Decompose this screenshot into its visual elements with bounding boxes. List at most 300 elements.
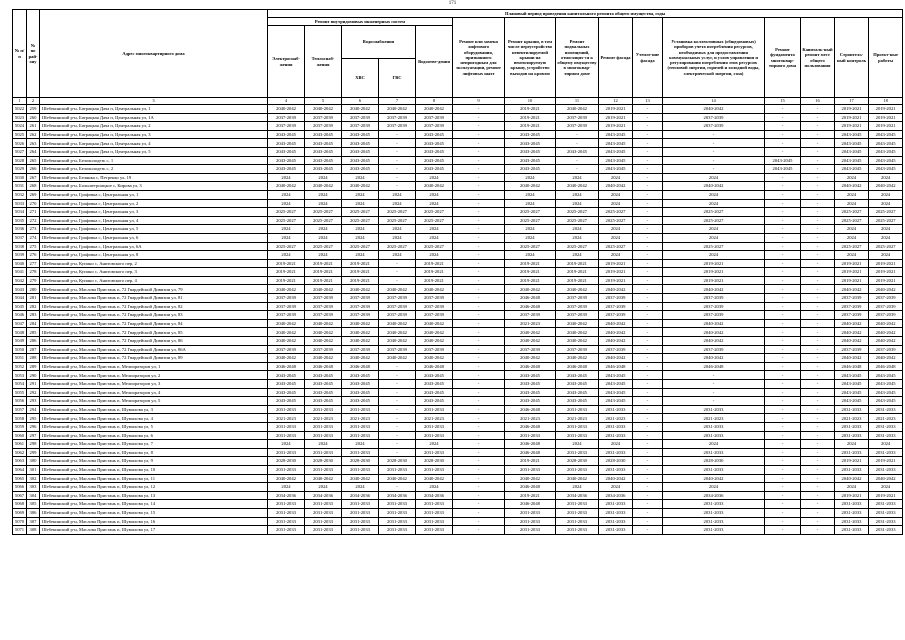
address-cell: Шебекинский р-н, Маслова Пристань п, Шумилова ул, 7 (40, 440, 268, 449)
table-cell: 2037-2039 (663, 122, 765, 131)
table-cell: 2024 (599, 233, 633, 242)
header-project: Проект-ные работы (869, 18, 903, 98)
table-cell: 2031-2033 (663, 465, 765, 474)
column-number: 1 (13, 98, 27, 105)
table-cell: 2019-2021 (505, 122, 556, 131)
table-cell: 2037-2039 (305, 122, 342, 131)
table-cell: - (633, 276, 663, 285)
table-cell: 2024 (416, 225, 453, 234)
table-cell: 2024 (599, 199, 633, 208)
table-cell: 2031-2033 (342, 422, 379, 431)
table-cell: 283 (27, 311, 40, 320)
table-cell: 2046-2048 (305, 362, 342, 371)
table-cell: - (453, 405, 505, 414)
table-cell: 5026 (13, 139, 27, 148)
table-cell: 2043-2045 (869, 130, 903, 139)
table-cell: 2031-2033 (268, 431, 305, 440)
table-cell: 2043-2045 (416, 139, 453, 148)
table-cell: - (801, 225, 835, 234)
table-cell: - (765, 465, 801, 474)
table-row (13, 345, 903, 354)
table-cell: 2031-2033 (305, 405, 342, 414)
table-cell: 2031-2033 (556, 465, 599, 474)
table-cell: 2031-2033 (305, 431, 342, 440)
table-cell: 2024 (416, 173, 453, 182)
table-cell: 2031-2033 (869, 500, 903, 509)
table-cell: - (633, 422, 663, 431)
table-cell: - (663, 380, 765, 389)
table-cell: 2040-2042 (556, 105, 599, 114)
table-cell: 2031-2033 (556, 405, 599, 414)
table-cell: 2028-2030 (599, 457, 633, 466)
table-cell: 2031-2033 (663, 405, 765, 414)
page-number: 171 (448, 1, 457, 6)
table-cell: 5043 (13, 285, 27, 294)
table-cell: 2025-2027 (505, 216, 556, 225)
table-cell: - (633, 500, 663, 509)
table-cell: 264 (27, 147, 40, 156)
table-cell: 5045 (13, 302, 27, 311)
address-cell: Шебекинский р-н, Маслова Пристань п, 72 Гвардейской Дивизии ул, 86А (40, 345, 268, 354)
table-cell: - (801, 414, 835, 423)
table-cell: 2019-2021 (835, 276, 869, 285)
table-cell: 2043-2045 (342, 388, 379, 397)
table-cell: 2040-2042 (342, 474, 379, 483)
table-cell: 2037-2039 (835, 345, 869, 354)
table-cell: - (633, 414, 663, 423)
table-cell: 2037-2039 (268, 113, 305, 122)
table-cell: - (765, 431, 801, 440)
column-number: 9 (453, 98, 505, 105)
table-cell: 2034-2036 (663, 491, 765, 500)
table-cell: - (765, 508, 801, 517)
table-cell: 2028-2030 (379, 457, 416, 466)
address-cell: Шебекинский р-н, Маслова Пристань п, Мелиораторов ул, 1 (40, 362, 268, 371)
table-cell: 2040-2042 (835, 474, 869, 483)
table-cell: - (556, 139, 599, 148)
table-cell: 2024 (416, 190, 453, 199)
table-cell: - (801, 500, 835, 509)
table-cell: 2040-2042 (663, 105, 765, 114)
table-cell: - (633, 526, 663, 535)
table-cell: 2019-2021 (599, 268, 633, 277)
table-cell: 2043-2045 (599, 130, 633, 139)
table-cell: 2043-2045 (416, 147, 453, 156)
table-row (13, 319, 903, 328)
table-cell: - (801, 448, 835, 457)
table-cell: 2037-2039 (416, 122, 453, 131)
table-row (13, 474, 903, 483)
table-cell: 2019-2021 (342, 276, 379, 285)
table-cell: 2031-2033 (416, 526, 453, 535)
header-num-district: № по рай-ону (27, 10, 40, 98)
table-cell: 2028-2030 (663, 457, 765, 466)
table-cell: 2046-2048 (505, 405, 556, 414)
table-cell: 2037-2039 (599, 302, 633, 311)
table-cell: 5024 (13, 122, 27, 131)
table-cell: 2019-2021 (869, 259, 903, 268)
header-basement: Ремонт подвальных помещений, относящих-ся к общему имуществу в многоквар-тирном доме (556, 18, 599, 98)
table-row (13, 431, 903, 440)
table-cell: 2040-2042 (416, 474, 453, 483)
table-cell: 278 (27, 268, 40, 277)
table-cell: - (379, 259, 416, 268)
table-cell: - (801, 405, 835, 414)
table-cell: 2043-2045 (268, 147, 305, 156)
table-cell: - (801, 328, 835, 337)
table-cell: 2031-2033 (869, 405, 903, 414)
table-cell: 2037-2039 (342, 302, 379, 311)
table-cell: - (453, 294, 505, 303)
table-cell: 2040-2042 (599, 182, 633, 191)
table-cell: 2037-2039 (416, 294, 453, 303)
table-cell: 2024 (663, 190, 765, 199)
table-cell: 2031-2033 (268, 465, 305, 474)
table-cell: 265 (27, 156, 40, 165)
table-cell: - (633, 139, 663, 148)
address-cell: Шебекинский р-н, Маслова Пристань п, Мелиораторов ул, 2 (40, 371, 268, 380)
table-cell: 2037-2039 (379, 294, 416, 303)
table-cell: 2031-2033 (305, 500, 342, 509)
table-cell: 2040-2042 (663, 337, 765, 346)
table-cell: - (453, 491, 505, 500)
table-cell: - (801, 345, 835, 354)
table-cell: 2019-2021 (663, 259, 765, 268)
table-cell: - (633, 328, 663, 337)
table-cell: - (453, 319, 505, 328)
table-row (13, 328, 903, 337)
table-cell: - (379, 130, 416, 139)
address-cell: Шебекинский р-н, Маслова Пристань п, Шумилова ул, 15 (40, 508, 268, 517)
table-cell: - (801, 105, 835, 114)
column-number: 4 (268, 98, 305, 105)
table-cell: 2037-2039 (599, 311, 633, 320)
table-cell: - (453, 380, 505, 389)
table-cell: 2031-2033 (416, 465, 453, 474)
table-cell: 2040-2042 (599, 328, 633, 337)
table-cell: 2037-2039 (268, 294, 305, 303)
table-cell: 2040-2042 (869, 285, 903, 294)
table-cell: - (453, 139, 505, 148)
table-cell: 297 (27, 431, 40, 440)
table-cell: - (379, 182, 416, 191)
table-cell: 2040-2042 (835, 285, 869, 294)
table-cell: 2025-2027 (305, 216, 342, 225)
table-cell: 2019-2021 (869, 122, 903, 131)
table-cell: 2031-2033 (835, 517, 869, 526)
table-cell: 2031-2033 (835, 508, 869, 517)
table-cell: 2024 (268, 199, 305, 208)
table-cell: 300 (27, 457, 40, 466)
table-cell: 2043-2045 (869, 147, 903, 156)
header-drain: Водоотве-дения (416, 26, 453, 98)
table-cell: - (765, 276, 801, 285)
table-cell: 2037-2039 (556, 113, 599, 122)
table-cell: 2021-2023 (416, 414, 453, 423)
table-cell: 2024 (268, 173, 305, 182)
table-cell: - (633, 440, 663, 449)
table-cell: 2040-2042 (342, 182, 379, 191)
table-cell: 2019-2021 (835, 259, 869, 268)
column-number: 13 (633, 98, 663, 105)
table-cell: 2019-2021 (599, 259, 633, 268)
table-cell: 2043-2045 (505, 380, 556, 389)
table-cell: - (453, 371, 505, 380)
table-cell: 2040-2042 (342, 337, 379, 346)
table-cell: - (453, 242, 505, 251)
table-row (13, 337, 903, 346)
table-cell: - (633, 242, 663, 251)
table-cell: 2031-2033 (305, 508, 342, 517)
table-cell: 2040-2042 (663, 285, 765, 294)
address-cell: Шебекинский р-н, Маслова Пристань п, Шумилова ул, 13 (40, 491, 268, 500)
table-cell: 2031-2033 (342, 526, 379, 535)
table-cell: 5063 (13, 457, 27, 466)
header-period: Плановый период проведения капитального ремонта общего имущества, годы (268, 10, 903, 18)
table-cell: 5036 (13, 225, 27, 234)
table-cell: 2043-2045 (268, 388, 305, 397)
address-cell: Шебекинский р-н, Маслова Пристань п, Шумилова ул, 10 (40, 465, 268, 474)
table-cell: - (801, 156, 835, 165)
table-cell: - (765, 405, 801, 414)
table-cell: 259 (27, 105, 40, 114)
table-cell: 2037-2039 (268, 302, 305, 311)
table-cell: 5028 (13, 156, 27, 165)
table-cell: 2040-2042 (663, 354, 765, 363)
table-cell: 2031-2033 (835, 405, 869, 414)
table-cell: 2043-2045 (505, 147, 556, 156)
table-cell: 2024 (379, 251, 416, 260)
table-cell: - (663, 165, 765, 174)
table-row (13, 139, 903, 148)
table-cell: 2046-2048 (416, 362, 453, 371)
table-cell: - (453, 285, 505, 294)
table-cell: - (801, 139, 835, 148)
table-cell: 2040-2042 (556, 328, 599, 337)
table-cell: 2031-2033 (305, 526, 342, 535)
table-cell: - (801, 242, 835, 251)
table-cell: 2031-2033 (305, 422, 342, 431)
table-cell: 2040-2042 (505, 182, 556, 191)
table-cell: 2043-2045 (416, 371, 453, 380)
table-cell: 2031-2033 (869, 508, 903, 517)
table-cell: 2043-2045 (342, 139, 379, 148)
table-row (13, 233, 903, 242)
table-cell: 2024 (379, 199, 416, 208)
table-cell: 2025-2027 (835, 242, 869, 251)
table-cell: - (453, 165, 505, 174)
table-cell: 5069 (13, 508, 27, 517)
table-cell: - (633, 474, 663, 483)
table-cell: 266 (27, 165, 40, 174)
table-cell: - (765, 199, 801, 208)
table-cell: 2031-2033 (342, 448, 379, 457)
address-cell: Шебекинский р-н, Батрацкая Дача п, Центральная ул, 3 (40, 130, 268, 139)
table-cell: - (765, 268, 801, 277)
table-cell: 2021-2023 (556, 414, 599, 423)
table-row (13, 405, 903, 414)
table-row (13, 491, 903, 500)
table-cell: 2025-2027 (379, 216, 416, 225)
table-cell: 2034-2036 (305, 491, 342, 500)
table-row (13, 113, 903, 122)
table-cell: 261 (27, 122, 40, 131)
table-cell: 2043-2045 (556, 147, 599, 156)
table-cell: 296 (27, 422, 40, 431)
table-cell: 2043-2045 (835, 147, 869, 156)
address-cell: Шебекинский р-н, Маслова Пристань п, Мелиораторов ул, 3 (40, 380, 268, 389)
table-cell: 2025-2027 (869, 208, 903, 217)
table-cell: - (633, 345, 663, 354)
table-cell: 2043-2045 (305, 397, 342, 406)
table-cell: 2034-2036 (416, 491, 453, 500)
table-cell: 2031-2033 (416, 405, 453, 414)
table-cell: 2046-2048 (505, 483, 556, 492)
table-cell: 2025-2027 (505, 208, 556, 217)
table-cell: 2019-2021 (416, 259, 453, 268)
table-cell: 2037-2039 (416, 302, 453, 311)
table-cell: 2024 (835, 225, 869, 234)
table-cell: 2037-2039 (869, 345, 903, 354)
table-cell: 2046-2048 (663, 362, 765, 371)
table-cell: 287 (27, 345, 40, 354)
table-cell: - (801, 388, 835, 397)
table-cell: 2024 (556, 440, 599, 449)
table-cell: 2040-2042 (505, 337, 556, 346)
table-cell: 2037-2039 (663, 294, 765, 303)
table-cell: 2028-2030 (556, 457, 599, 466)
table-row (13, 147, 903, 156)
header-facade: Ремонт фасада (599, 18, 633, 98)
table-cell: - (801, 362, 835, 371)
address-cell: Шебекинский р-н, Маслова Пристань п, 72 Гвардейской Дивизии ул, 79 (40, 285, 268, 294)
table-cell: 2025-2027 (379, 208, 416, 217)
table-cell: 2040-2042 (305, 319, 342, 328)
table-cell: 2024 (342, 483, 379, 492)
table-cell: - (801, 371, 835, 380)
table-cell: - (379, 362, 416, 371)
table-cell: - (633, 431, 663, 440)
table-cell: 2024 (342, 440, 379, 449)
table-cell: - (453, 465, 505, 474)
table-cell: 2031-2033 (835, 448, 869, 457)
table-cell: 5046 (13, 311, 27, 320)
table-cell: 290 (27, 371, 40, 380)
table-cell: 2024 (663, 225, 765, 234)
table-cell: 2025-2027 (505, 242, 556, 251)
table-cell: 2031-2033 (599, 465, 633, 474)
table-cell: 291 (27, 380, 40, 389)
table-cell: 2040-2042 (416, 285, 453, 294)
table-cell: - (633, 483, 663, 492)
table-cell: 2037-2039 (869, 302, 903, 311)
table-cell: 2040-2042 (505, 354, 556, 363)
table-cell: 2019-2021 (556, 259, 599, 268)
table-cell: 298 (27, 440, 40, 449)
table-cell: 2024 (869, 233, 903, 242)
table-cell: 2043-2045 (599, 156, 633, 165)
address-cell: Шебекинский р-н, Батрацкая Дача п, Центральная ул, 1 (40, 105, 268, 114)
table-cell: 5064 (13, 465, 27, 474)
table-cell: 2025-2027 (599, 242, 633, 251)
table-cell: 5061 (13, 440, 27, 449)
table-cell: 2037-2039 (305, 113, 342, 122)
table-cell: 5044 (13, 294, 27, 303)
table-cell: 2046-2048 (505, 294, 556, 303)
table-cell: - (765, 397, 801, 406)
header-heat: Теплоснаб-жения (305, 26, 342, 98)
table-row (13, 276, 903, 285)
table-cell: - (801, 268, 835, 277)
table-cell: 2025-2027 (342, 208, 379, 217)
table-cell: 2043-2045 (505, 165, 556, 174)
table-cell: 2028-2030 (416, 457, 453, 466)
table-cell: 5039 (13, 251, 27, 260)
table-cell: 5066 (13, 483, 27, 492)
table-cell: - (633, 251, 663, 260)
table-cell: 2040-2042 (342, 105, 379, 114)
table-cell: 2037-2039 (268, 122, 305, 131)
table-cell: 2025-2027 (268, 208, 305, 217)
table-cell: - (765, 208, 801, 217)
address-cell: Шебекинский р-н, Маслова Пристань п, Шумилова ул, 9 (40, 457, 268, 466)
table-cell: 2043-2045 (505, 139, 556, 148)
table-cell: 2043-2045 (835, 156, 869, 165)
address-cell: Шебекинский р-н, Купино с, Анитовского пер, 3 (40, 268, 268, 277)
table-cell: 2037-2039 (342, 345, 379, 354)
table-row (13, 371, 903, 380)
table-cell: 2037-2039 (305, 302, 342, 311)
table-cell: 2037-2039 (663, 311, 765, 320)
table-cell: - (379, 440, 416, 449)
address-cell: Шебекинский р-н, Маслова Пристань п, Шумилова ул, 5 (40, 422, 268, 431)
table-cell: 2025-2027 (599, 208, 633, 217)
table-cell: - (765, 422, 801, 431)
table-cell: - (379, 276, 416, 285)
table-cell: 2031-2033 (663, 517, 765, 526)
table-cell: - (801, 483, 835, 492)
table-cell: 2024 (663, 251, 765, 260)
table-cell: 2024 (663, 440, 765, 449)
table-cell: 2024 (556, 190, 599, 199)
table-cell: 2037-2039 (379, 311, 416, 320)
table-cell: 2040-2042 (342, 285, 379, 294)
table-cell: - (765, 190, 801, 199)
table-cell: 2028-2030 (342, 457, 379, 466)
table-cell: 2031-2033 (663, 431, 765, 440)
table-cell: 2024 (599, 440, 633, 449)
table-cell: 2024 (268, 233, 305, 242)
table-cell: 5029 (13, 165, 27, 174)
table-cell: 2024 (869, 440, 903, 449)
table-cell: 2025-2027 (556, 216, 599, 225)
table-cell: 2024 (556, 173, 599, 182)
address-cell: Шебекинский р-н, Маслова Пристань п, 72 Гвардейской Дивизии ул, 84 (40, 319, 268, 328)
table-cell: 2024 (835, 440, 869, 449)
table-cell: 2025-2027 (835, 208, 869, 217)
table-cell: 274 (27, 233, 40, 242)
address-cell: Шебекинский р-н, Маслова Пристань п, Мелиораторов ул, 5 (40, 397, 268, 406)
table-cell: 2024 (505, 251, 556, 260)
table-cell: 5059 (13, 422, 27, 431)
table-cell: 269 (27, 190, 40, 199)
column-number: 2 (27, 98, 40, 105)
table-cell: 271 (27, 208, 40, 217)
table-cell: 2046-2048 (869, 362, 903, 371)
table-cell: - (453, 474, 505, 483)
table-cell: - (765, 345, 801, 354)
table-cell: 2040-2042 (505, 285, 556, 294)
